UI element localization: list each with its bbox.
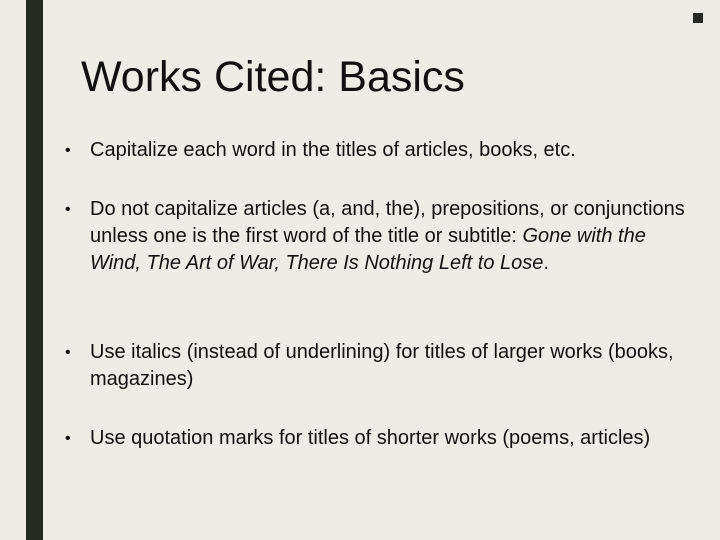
bullet-item-italics: [65, 339, 695, 393]
bullet-dot: •: [65, 201, 71, 218]
bullet-text: Do not capitalize articles (a, and, the), prepositions, or conjunctions unless one is the first word of the title or subtitle:: [90, 198, 685, 247]
bullet-text: Use italics (instead of underlining) for titles of larger works (books, magazines): [90, 341, 674, 390]
corner-accent-square: [693, 13, 703, 23]
left-accent-bar: [26, 0, 43, 540]
bullet-item-quotation-marks: [65, 425, 695, 452]
bullet-text: Capitalize each word in the titles of articles, books, etc.: [90, 139, 576, 161]
slide-title: Works Cited: Basics: [81, 53, 465, 101]
bullet-dot: •: [65, 430, 71, 447]
example-suffix: .: [543, 252, 549, 274]
bullet-dot: •: [65, 142, 71, 159]
bullet-text-with-example: [90, 196, 695, 277]
bullet-item-capitalize: [65, 137, 695, 164]
italic-title-examples: Gone with the Wind, The Art of War, There Is Nothing Left to Lose: [90, 225, 646, 274]
bullet-dot: •: [65, 344, 71, 361]
bullet-text: Use quotation marks for titles of shorter works (poems, articles): [90, 427, 651, 449]
bullet-item-do-not-capitalize: [65, 196, 695, 277]
